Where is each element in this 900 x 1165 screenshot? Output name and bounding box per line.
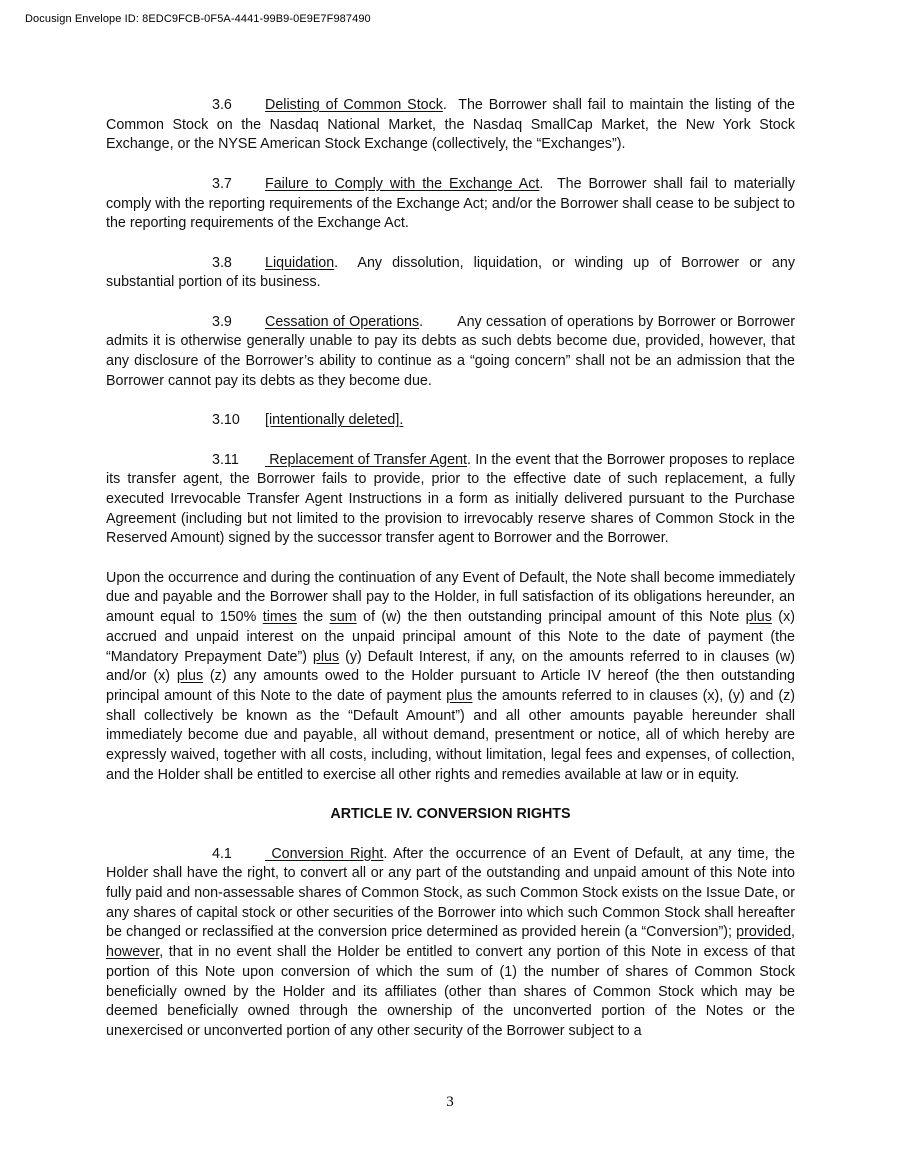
heading-punctuation: . [467, 451, 476, 468]
article-heading: ARTICLE IV. CONVERSION RIGHTS [330, 806, 571, 823]
underlined-term: plus [446, 688, 473, 704]
text-run: (y) Default Interest, if any, on the amounts referred to in clauses (w) and/or (x) [106, 648, 795, 685]
section-number: 4.1 [212, 845, 232, 862]
section-heading: Liquidation [265, 254, 335, 271]
text-run: . After the occurrence of an Event of Default, at any time, the Holder shall have the right, to convert all or any part of the outstanding and unpaid amount of this Note into fully paid and non-assessable shares of Common Stock, as such Common Stock exists on the Issue Date, or any shares of capital stock or other securities of the Borrower into which such Common Stock shall hereafter be changed or reclassified at the conversion price determined as provided herein (a “Conversion”); [106, 845, 795, 941]
section-3-7 [106, 175, 795, 234]
section-4-1 [106, 845, 795, 1042]
section-heading: Replacement of Transfer Agent [265, 451, 468, 468]
section-heading: Conversion Right [265, 845, 384, 862]
section-text: The Borrower shall fail to maintain the listing of the Common Stock on the Nasdaq National Market, the Nasdaq SmallCap Market, the New York Stock Exchange, or the NYSE American Stock Exchange (collectively, the “Exchanges”). [106, 97, 795, 153]
section-number: 3.7 [212, 175, 232, 192]
section-text: Any dissolution, liquidation, or winding up of Borrower or any substantial portion of its business. [106, 254, 795, 291]
underlined-term: plus [312, 648, 340, 665]
text-run: the [296, 609, 330, 626]
section-text: In the event that the Borrower proposes to replace its transfer agent, the Borrower fails to provide, prior to the effective date of such replacement, a fully executed Irrevocable Transfer Agent Instructions in a form as initially delivered pursuant to the Purchase Agreement (including but not limited to the provision to irrevocably reserve shares of Common Stock in the Reserved Amount) signed by the successor transfer agent to Borrower and the Borrower. [106, 451, 795, 547]
text-run: (x) accrued and unpaid interest on the unpaid principal amount of this Note to the date of payment (the “Mandatory Prepayment Date”) [106, 609, 795, 665]
text-run: , that in no event shall the Holder be entitled to convert any portion of this Note in excess of that portion of this Note upon conversion of which the sum of (1) the number of shares of Common Stock beneficially owned by the Holder and its affiliates (other than shares of Common Stock which may be deemed beneficially owned through the ownership of the unconverted portion of the Notes or the unexercised or unconverted portion of any other security of the Borrower subject to a [106, 944, 795, 1039]
section-number: 3.6 [212, 97, 232, 113]
heading-punctuation: . [334, 254, 358, 271]
heading-punctuation: . [539, 175, 557, 192]
heading-punctuation: . [442, 97, 459, 113]
underlined-term: plus [745, 609, 772, 626]
section-text: Any cessation of operations by Borrower or Borrower admits it is otherwise generally unable to pay its debts as such debts become due, provided, however, that any disclosure of the Borrower’s ability to continue as a “going concern” shall not be an admission that the Borrower cannot pay its debts as they become due. [106, 313, 795, 389]
section-heading: Cessation of Operations [265, 313, 420, 330]
section-3-8 [106, 254, 795, 293]
text-run: Upon the occurrence and during the continuation of any Event of Default, the Note shall become immediately due and payable and the Borrower shall pay to the Holder, in full satisfaction of its obligations hereunder, an amount equal to 150% [106, 569, 795, 626]
section-number: 3.8 [212, 254, 232, 271]
underlined-term: plus [176, 668, 204, 685]
section-number: 3.10 [212, 412, 240, 429]
page-number: 3 [446, 1094, 454, 1110]
heading-punctuation: . [419, 313, 458, 330]
section-3-9 [106, 313, 795, 392]
section-number: 3.11 [212, 451, 239, 468]
section-3-6 [106, 96, 795, 155]
section-text: The Borrower shall fail to materially comply with the reporting requirements of the Exchange Act; and/or the Borrower shall cease to be subject to the reporting requirements of the Exchange Act. [106, 175, 795, 232]
underlined-term: provided [736, 924, 792, 941]
text-run: , [791, 924, 795, 941]
section-heading: Failure to Comply with the Exchange Act [265, 175, 540, 192]
underlined-term: however [106, 944, 160, 961]
default-amount-paragraph [106, 569, 795, 786]
document-body [106, 96, 795, 1061]
section-3-11 [106, 451, 795, 550]
underlined-term: times [262, 609, 297, 626]
text-run: (z) any amounts owed to the Holder pursuant to Article IV hereof (the then outstanding principal amount of this Note to the date of payment [106, 668, 795, 704]
underlined-term: sum [329, 609, 357, 626]
section-3-10 [106, 411, 795, 431]
section-heading: [intentionally deleted]. [265, 412, 404, 429]
section-heading: Delisting of Common Stock [265, 97, 443, 113]
section-number: 3.9 [212, 313, 232, 330]
text-run: the amounts referred to in clauses (x), (y) and (z) shall collectively be known as the “Default Amount”) and all other amounts payable hereunder shall immediately become due and payable, all without demand, presentment or notice, all of which hereby are expressly waived, together with all costs, including, without limitation, legal fees and expenses, of collection, and the Holder shall be entitled to exercise all other rights and remedies available at law or in equity. [106, 688, 795, 783]
text-run: of (w) the then outstanding principal amount of this Note [356, 609, 746, 626]
docusign-envelope-id: Docusign Envelope ID: 8EDC9FCB-0F5A-4441-99B9-0E9E7F987490 [25, 13, 371, 25]
